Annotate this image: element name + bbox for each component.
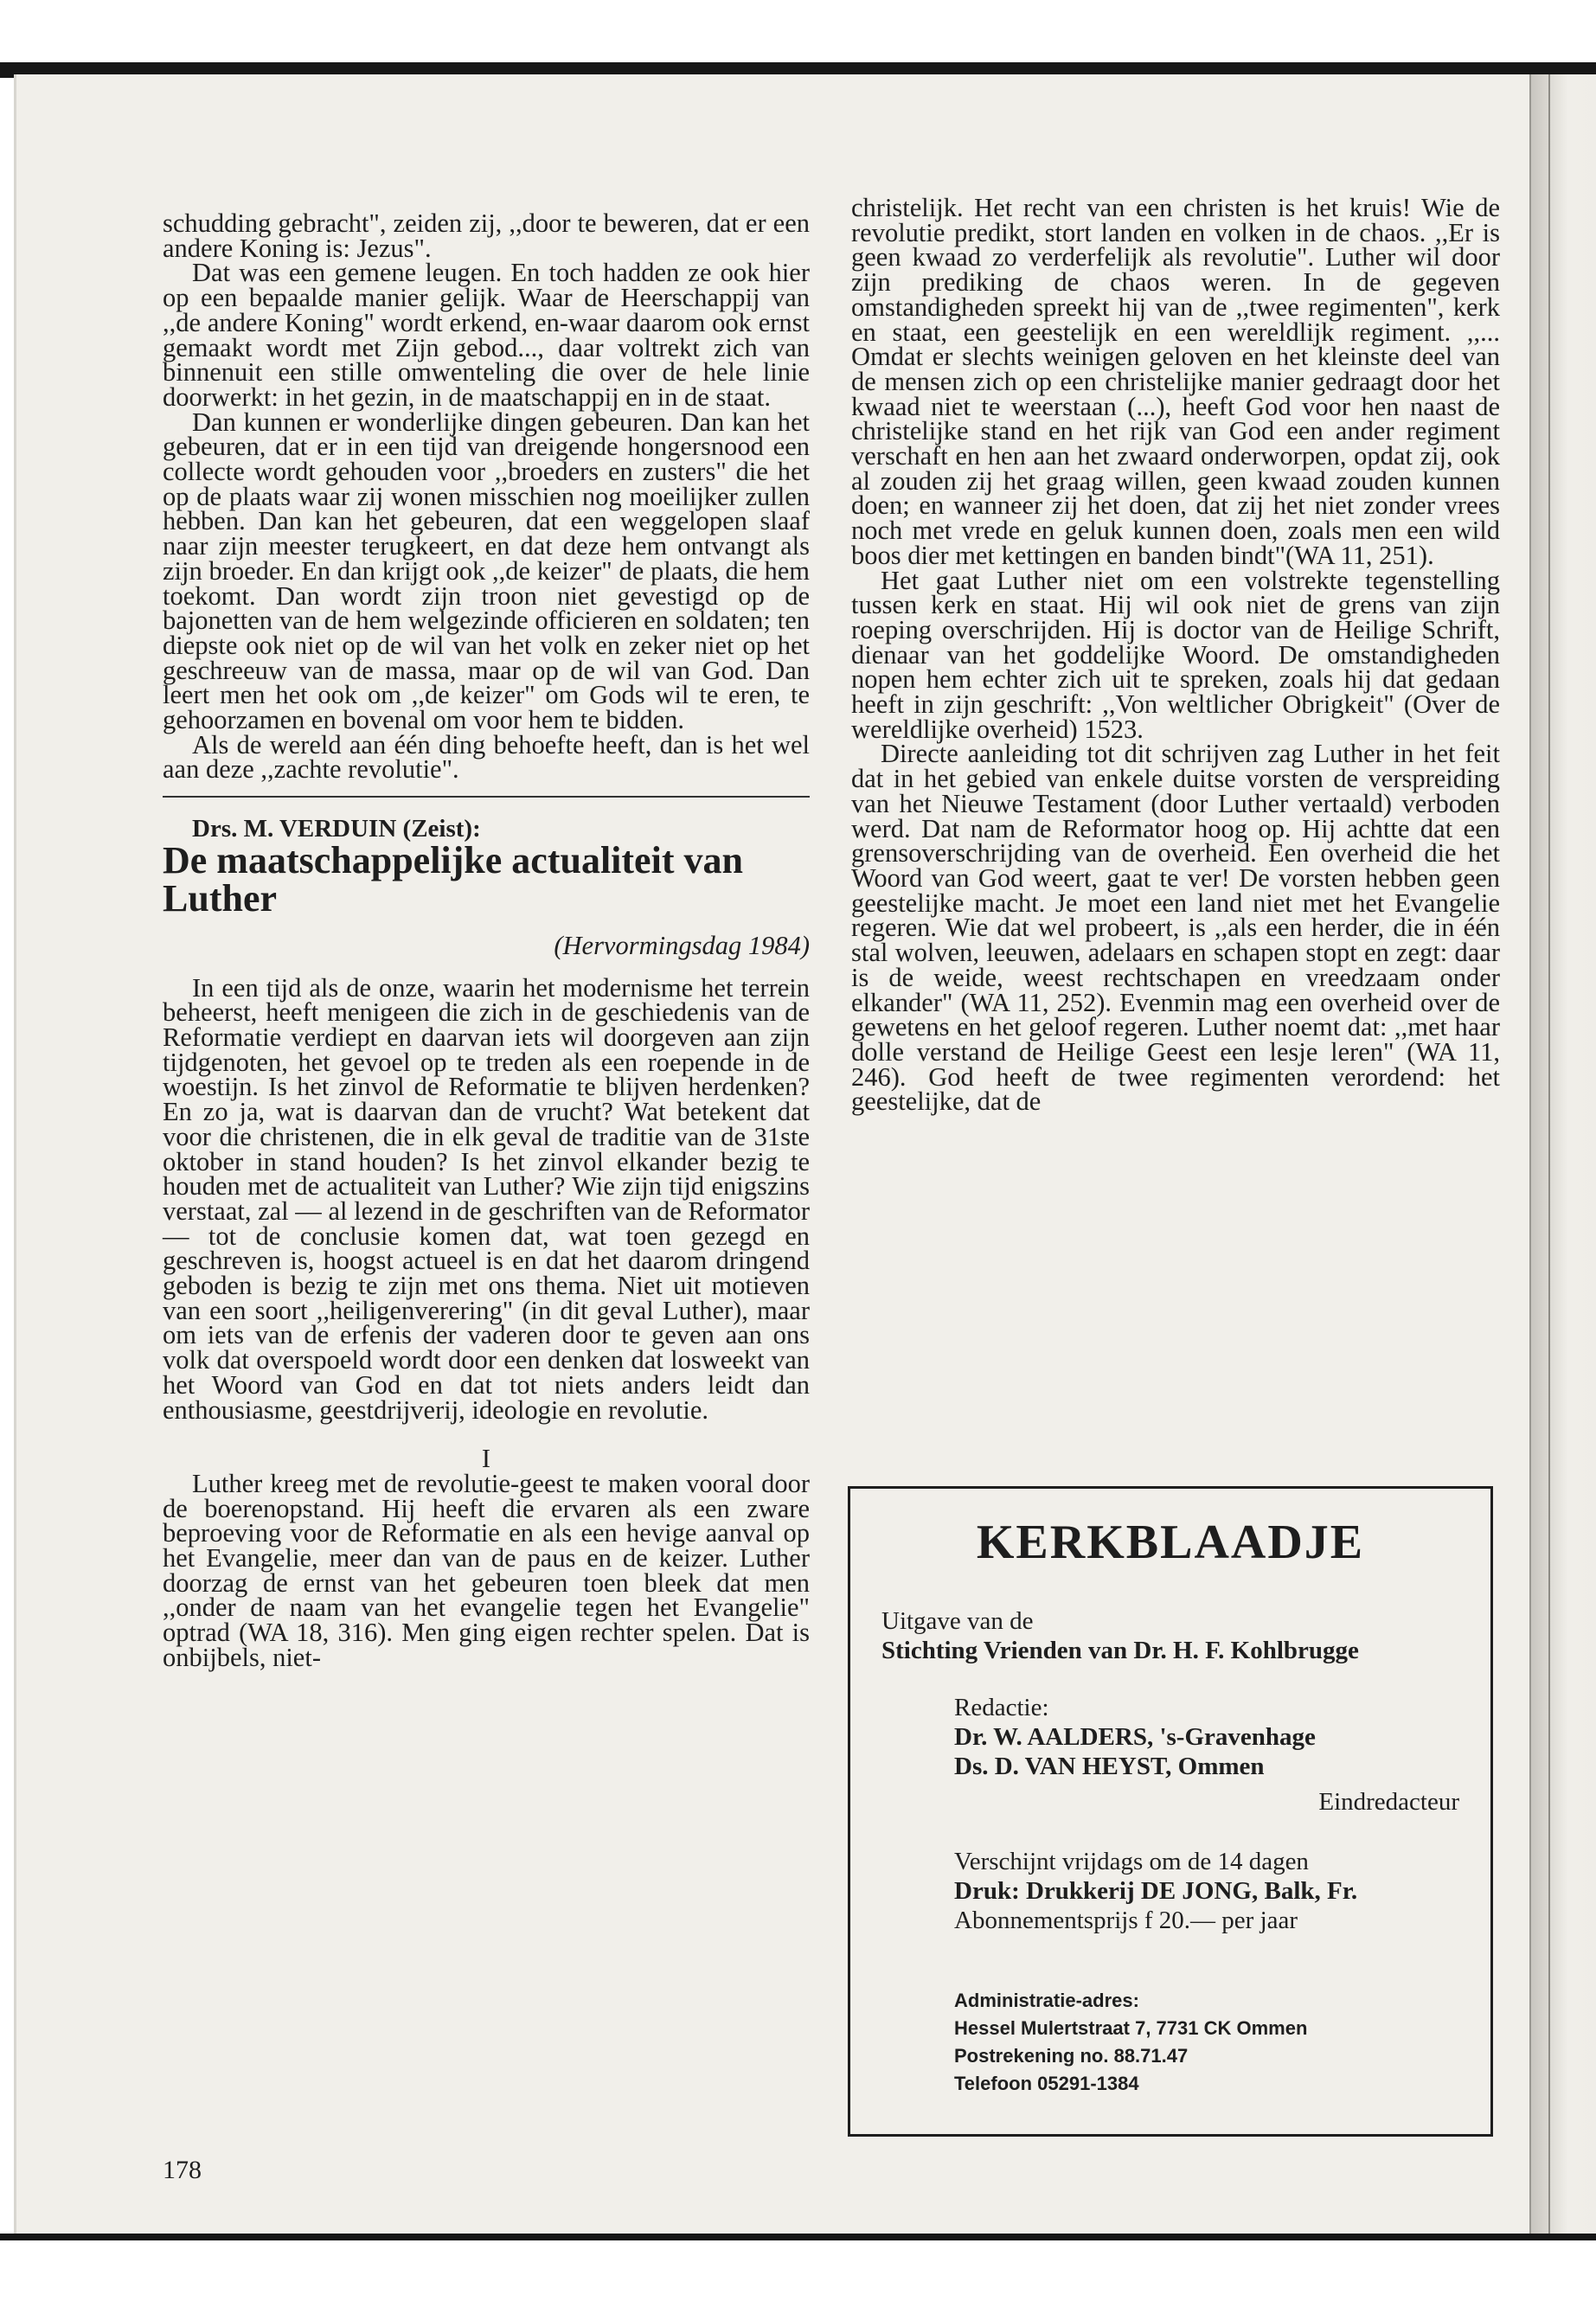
postrekening: Postrekening no. 88.71.47 [954, 2045, 1189, 2067]
editor-name: Ds. D. VAN HEYST, Ommen [954, 1753, 1265, 1780]
article-author: Drs. M. VERDUIN (Zeist): [192, 815, 481, 843]
telefoon: Telefoon 05291-1384 [954, 2073, 1139, 2094]
schedule: Verschijnt vrijdags om de 14 dagen [954, 1848, 1309, 1875]
scan-background-top [0, 0, 1596, 67]
divider [163, 796, 810, 798]
right-column [851, 193, 1500, 1117]
publisher-line: Uitgave van de [881, 1607, 1034, 1635]
left-column [163, 208, 810, 1672]
publisher-name: Stichting Vrienden van Dr. H. F. Kohlbrugge [881, 1637, 1359, 1664]
editor-role: Eindredacteur [1318, 1788, 1459, 1816]
section-number: I [481, 1444, 491, 1474]
printer: Druk: Drukkerij DE JONG, Balk, Fr. [954, 1877, 1358, 1905]
redactie-label: Redactie: [954, 1694, 1049, 1721]
editors-block [954, 1693, 1316, 1781]
subscription: Abonnementsprijs f 20.— per jaar [954, 1907, 1298, 1934]
article-paragraph: christelijk. Het recht van een christen is het kruis! Wie de revolutie predikt, stort landen en volken in de chaos. ,,Er is geen kwaad zo verderfelijk als revolutie". Luther wil door zijn prediking de chaos weren. In de gegeven omstandigheden spreekt hij van de ,,twee regimenten", kerk en staat, een geestelijk en een wereldlijk regiment. ,,... Omdat er slechts weinigen geloven en het kleinste deel van de mensen zich op een christelijke manier gedraagt door het kwaad niet te weerstaan (...), heeft God voor hen naast de christelijke stand en het rijk van God een ander regiment verschaft en hen aan het zwaard onderworpen, opdat zij, ook al zouden zij het graag willen, geen kwaad zouden kunnen doen; en wanneer zij het doen, dat zij het niet zonder vrees noch met vrede en geluk kunnen doen, zoals men een wild boos dier met kettingen en banden bindt"(WA 11, 251). [851, 193, 1500, 570]
intro-paragraph: Dat was een gemene leugen. En toch hadden ze ook hier op een bepaalde manier gelijk. Waar de Heerschappij van ,,de andere Koning" wordt erkend, en-waar daarom ook ernst gemaakt wordt met Zijn gebod..., daar voltrekt zich van binnenuit een stille omwenteling die over de hele linie doorwerkt: in het gezin, in de maatschappij en in de staat. [163, 258, 810, 412]
intro-paragraph: schudding gebracht", zeiden zij, ,,door te beweren, dat er een andere Koning is: Jezus". [163, 208, 810, 263]
colophon-title: KERKBLAADJE [976, 1516, 1365, 1569]
admin-address: Hessel Mulertstraat 7, 7731 CK Ommen [954, 2017, 1308, 2039]
article-subtitle: (Hervormingsdag 1984) [554, 930, 810, 960]
page-number: 178 [163, 2156, 202, 2184]
article-paragraph: In een tijd als de onze, waarin het modernisme het terrein beheerst, heeft menigeen die zich in de geschiedenis van de Reformatie verdiept en daarvan iets wil doorgeven aan zijn tijdgenoten, het gevoel op te treden als een roepende in de woestijn. Is het zinvol de Reformatie te blijven herdenken? En zo ja, wat is daarvan dan de vrucht? Wat betekent dat voor die christenen, die in elk geval de traditie van de 31ste oktober in stand houden? Is het zinvol elkander bezig te houden met de actualiteit van Luther? Wie zijn tijd enigszins verstaat, zal — al lezend in de geschriften van de Reformator — tot de conclusie komen dat, wat toen gezegd en geschreven is, hoogst actueel is en dat het daarom dringend geboden is bezig te zijn met ons thema. Niet uit motieven van een soort ,,heiligenverering" (in dit geval Luther), maar om iets van de erfenis der vaderen door te geven aan ons volk dat overspoeld wordt door een denken dat losweekt van het Woord van God en dat tot niets anders leidt dan enthousiasme, geestdrijverij, ideologie en revolutie. [163, 972, 810, 1425]
article-title: De maatschappelijke actualiteit van Luther [163, 838, 743, 920]
editor-name: Dr. W. AALDERS, 's-Gravenhage [954, 1723, 1316, 1751]
section-paragraph: Luther kreeg met de revolutie-geest te maken vooral door de boerenopstand. Hij heeft die ervaren als een zware beproeving voor de Reformatie en als een hevige aanval op het Evangelie, meer dan van de paus en de keizer. Luther doorzag de ernst van het gebeuren toen bleek dat men ,,onder de naam van het evangelie tegen het Evangelie" optrad (WA 18, 316). Men ging eigen rechter spelen. Dat is onbijbels, niet- [163, 1468, 810, 1672]
article-paragraph: Directe aanleiding tot dit schrijven zag Luther in het feit dat in het gebied van enkele duitse vorsten de verspreiding van het Nieuwe Testament (door Luther vertaald) verboden werd. Dat nam de Reformator hoog op. Hij achtte dat een grensoverschrijding van de overheid. Een overheid die het Woord van God weert, gaat te ver! De vorsten hebben geen geestelijke macht. Je moet een land niet met het Evangelie regeren. Wie dat wel probeert, is ,,als een herder, die in één stal wolven, leeuwen, adelaars en schapen stopt en zegt: daar is de weide, weest rechtschapen en vreedzaam onder elkander" (WA 11, 252). Evenmin mag een overheid over de gewetens en het geloof regeren. Luther noemt dat: ,,met haar dolle verstand de Heilige Geest een lesje leren" (WA 11, 246). God heeft de twee regimenten verordend: het geestelijke, dat de [851, 739, 1500, 1117]
book-spine [1529, 74, 1596, 2234]
scan-edge-bottom [0, 2234, 1596, 2240]
publication-block [954, 1847, 1357, 1935]
kerkblaadje-colophon-box [848, 1486, 1493, 2137]
spine-fold-line [1548, 74, 1550, 2234]
admin-label: Administratie-adres: [954, 1990, 1139, 2011]
intro-paragraph: Als de wereld aan één ding behoefte heeft, dan is het wel aan deze ,,zachte revolutie". [163, 729, 810, 785]
admin-block [954, 1987, 1307, 2098]
article-paragraph: Het gaat Luther niet om een volstrekte tegenstelling tussen kerk en staat. Hij wil ook niet de grens van zijn roeping overschrijden. Hij is doctor van de Heilige Schrift, dienaar van het goddelijke Woord. De omstandigheden nopen hem echter zich uit te spreken, zoals hij dat gedaan heeft in zijn geschrift: ,,Von weltlicher Obrigkeit" (Over de wereldlijke overheid) 1523. [851, 565, 1500, 744]
publisher-block [881, 1606, 1359, 1665]
intro-paragraph: Dan kunnen er wonderlijke dingen gebeuren. Dan kan het gebeuren, dat er in een tijd van dreigende hongersnood een collecte wordt gehouden voor ,,broeders en zusters" die het op de plaats waar zij wonen misschien nog moeilijker zullen hebben. Dan kan het gebeuren, dat een weggelopen slaaf naar zijn meester terugkeert, en dat deze hem ontvangt als zijn broeder. En dan krijgt ook ,,de keizer" de plaats, die hem toekomt. Dan wordt zijn troon niet gevestigd op de bajonetten van de hem welgezinde officieren en soldaten; ten diepste ook niet op de wil van het volk en zeker niet op het geschreeuw van de massa, maar op de wil van God. Dan leert men het ook om ,,de keizer" om Gods wil te eren, te gehoorzamen en bovenal om voor hem te bidden. [163, 407, 810, 735]
